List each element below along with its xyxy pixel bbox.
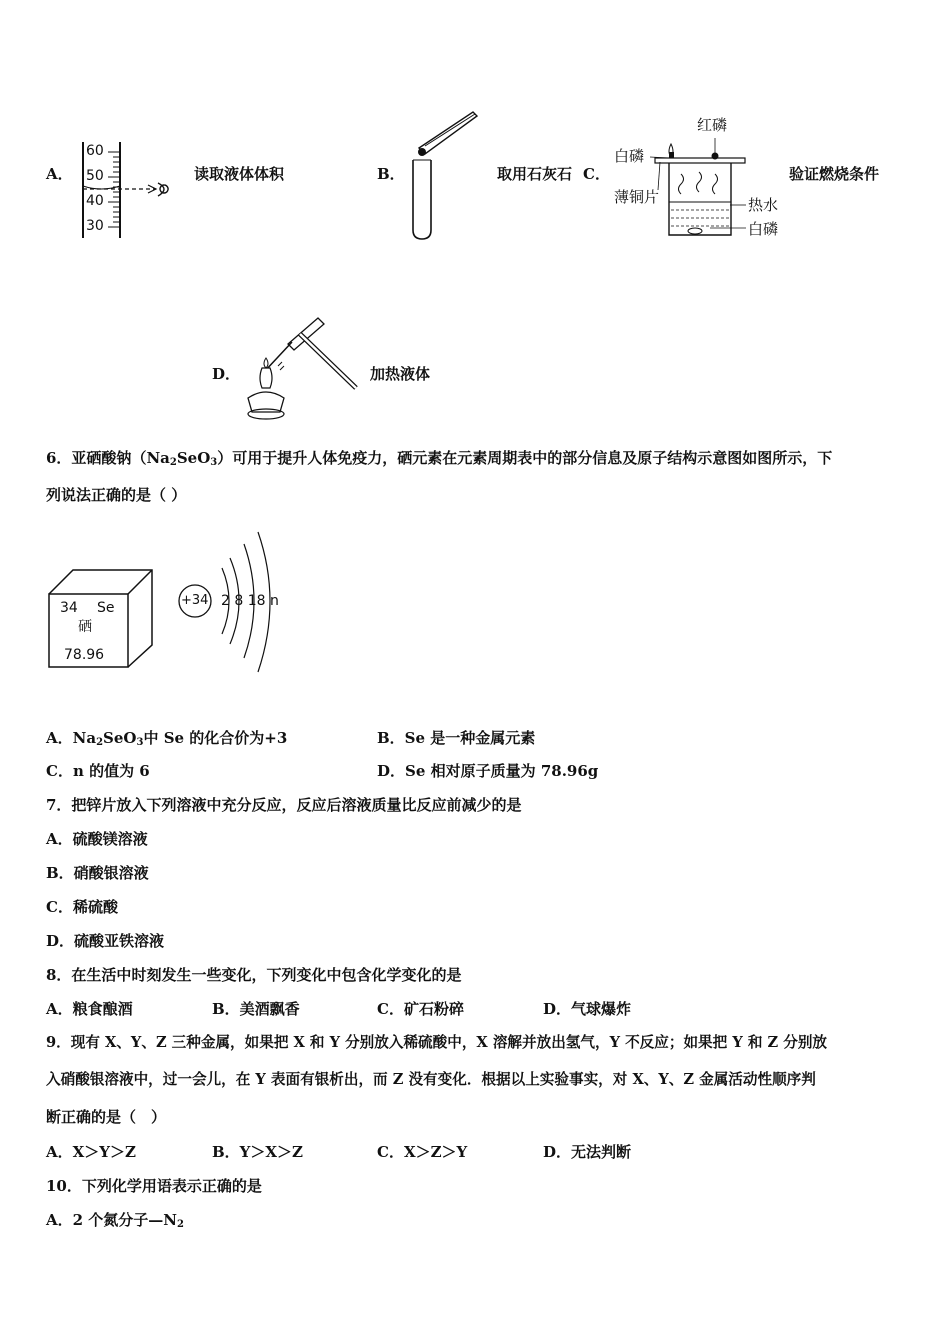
element-number: 34 <box>60 600 78 616</box>
q8-option-a[interactable]: A．粮食酿酒 <box>46 1000 133 1018</box>
q7-option-d[interactable]: D．硫酸亚铁溶液 <box>46 932 165 950</box>
leader-lines <box>650 150 750 230</box>
label-white-phosphorus-top: 白磷 <box>614 147 645 165</box>
q6-option-c[interactable]: C．n 的值为 6 <box>46 762 150 780</box>
electron-shells: 2 8 18 n <box>221 593 279 609</box>
tick-label: 30 <box>86 218 104 234</box>
q5-b-letter: B． <box>377 165 405 183</box>
nucleus-charge: +34 <box>181 593 209 608</box>
q8-stem: 8．在生活中时刻发生一些变化，下列变化中包含化学变化的是 <box>46 966 462 984</box>
label-red-phosphorus: 红磷 <box>697 116 728 134</box>
q9-option-d[interactable]: D．无法判断 <box>543 1143 632 1161</box>
q7-option-a[interactable]: A．硫酸镁溶液 <box>46 830 148 848</box>
q8-option-c[interactable]: C．矿石粉碎 <box>377 1000 464 1018</box>
q5-d-letter: D． <box>212 365 241 383</box>
q9-option-a[interactable]: A．X＞Y＞Z <box>46 1143 136 1161</box>
q6-stem-line1: 6．亚硒酸钠$(Na_2SeO_3)$可用于提升人体免疫力，硒元素在元素周期表中的部分信息及原子结构示意图如图所示，下 <box>46 449 833 468</box>
q5-d-caption: 加热液体 <box>370 365 431 383</box>
q6-option-a[interactable]: A．$Na_2SeO_3$中 Se 的化合价为+3 <box>46 729 288 748</box>
q8-option-b[interactable]: B．美酒飘香 <box>212 1000 300 1018</box>
q9-stem-line2: 入硝酸银溶液中，过一会儿，在 Y 表面有银析出，而 Z 没有变化．根据以上实验事实，对 X、Y、Z 金属活动性顺序判 <box>46 1071 816 1088</box>
q5-b-caption: 取用石灰石 <box>497 165 573 183</box>
q7-option-b[interactable]: B．硝酸银溶液 <box>46 864 149 882</box>
q9-option-b[interactable]: B．Y＞X＞Z <box>212 1143 303 1161</box>
label-white-phosphorus-bottom: 白磷 <box>748 220 779 238</box>
q10-option-a[interactable]: A．2 个氮分子$—N_2$ <box>46 1211 184 1230</box>
tick-label: 40 <box>86 193 104 209</box>
q7-option-c[interactable]: C．稀硫酸 <box>46 898 118 916</box>
tick-label: 50 <box>86 168 104 184</box>
q10-stem: 10．下列化学用语表示正确的是 <box>46 1177 262 1195</box>
q5-a-caption: 读取液体体积 <box>194 165 285 183</box>
q6-option-d[interactable]: D．Se 相对原子质量为 78.96g <box>377 762 599 780</box>
heating-liquid-figure <box>240 312 365 427</box>
q5-a-letter: A． <box>46 165 73 183</box>
tick-label: 60 <box>86 143 104 159</box>
q7-stem: 7．把锌片放入下列溶液中充分反应，反应后溶液质量比反应前减少的是 <box>46 796 522 814</box>
element-mass: 78.96 <box>64 647 105 663</box>
q5-c-letter: C． <box>583 165 610 183</box>
q9-option-c[interactable]: C．X＞Z＞Y <box>377 1143 468 1161</box>
label-copper-sheet: 薄铜片 <box>614 188 660 206</box>
q6-stem-line2: 列说法正确的是（ ） <box>46 486 187 504</box>
label-hot-water: 热水 <box>748 196 779 214</box>
q6-option-b[interactable]: B．Se 是一种金属元素 <box>377 729 536 747</box>
element-name: 硒 <box>78 619 92 635</box>
q5-c-caption: 验证燃烧条件 <box>789 165 880 183</box>
q9-stem-line3: 断正确的是（ ） <box>46 1108 167 1126</box>
q8-option-d[interactable]: D．气球爆炸 <box>543 1000 632 1018</box>
element-symbol: Se <box>97 600 115 616</box>
test-tube-tweezers-figure <box>405 108 485 243</box>
q9-stem-line1: 9．现有 X、Y、Z 三种金属，如果把 X 和 Y 分别放入稀硫酸中，X 溶解并放出氢气，Y 不反应；如果把 Y 和 Z 分别放 <box>46 1034 828 1051</box>
